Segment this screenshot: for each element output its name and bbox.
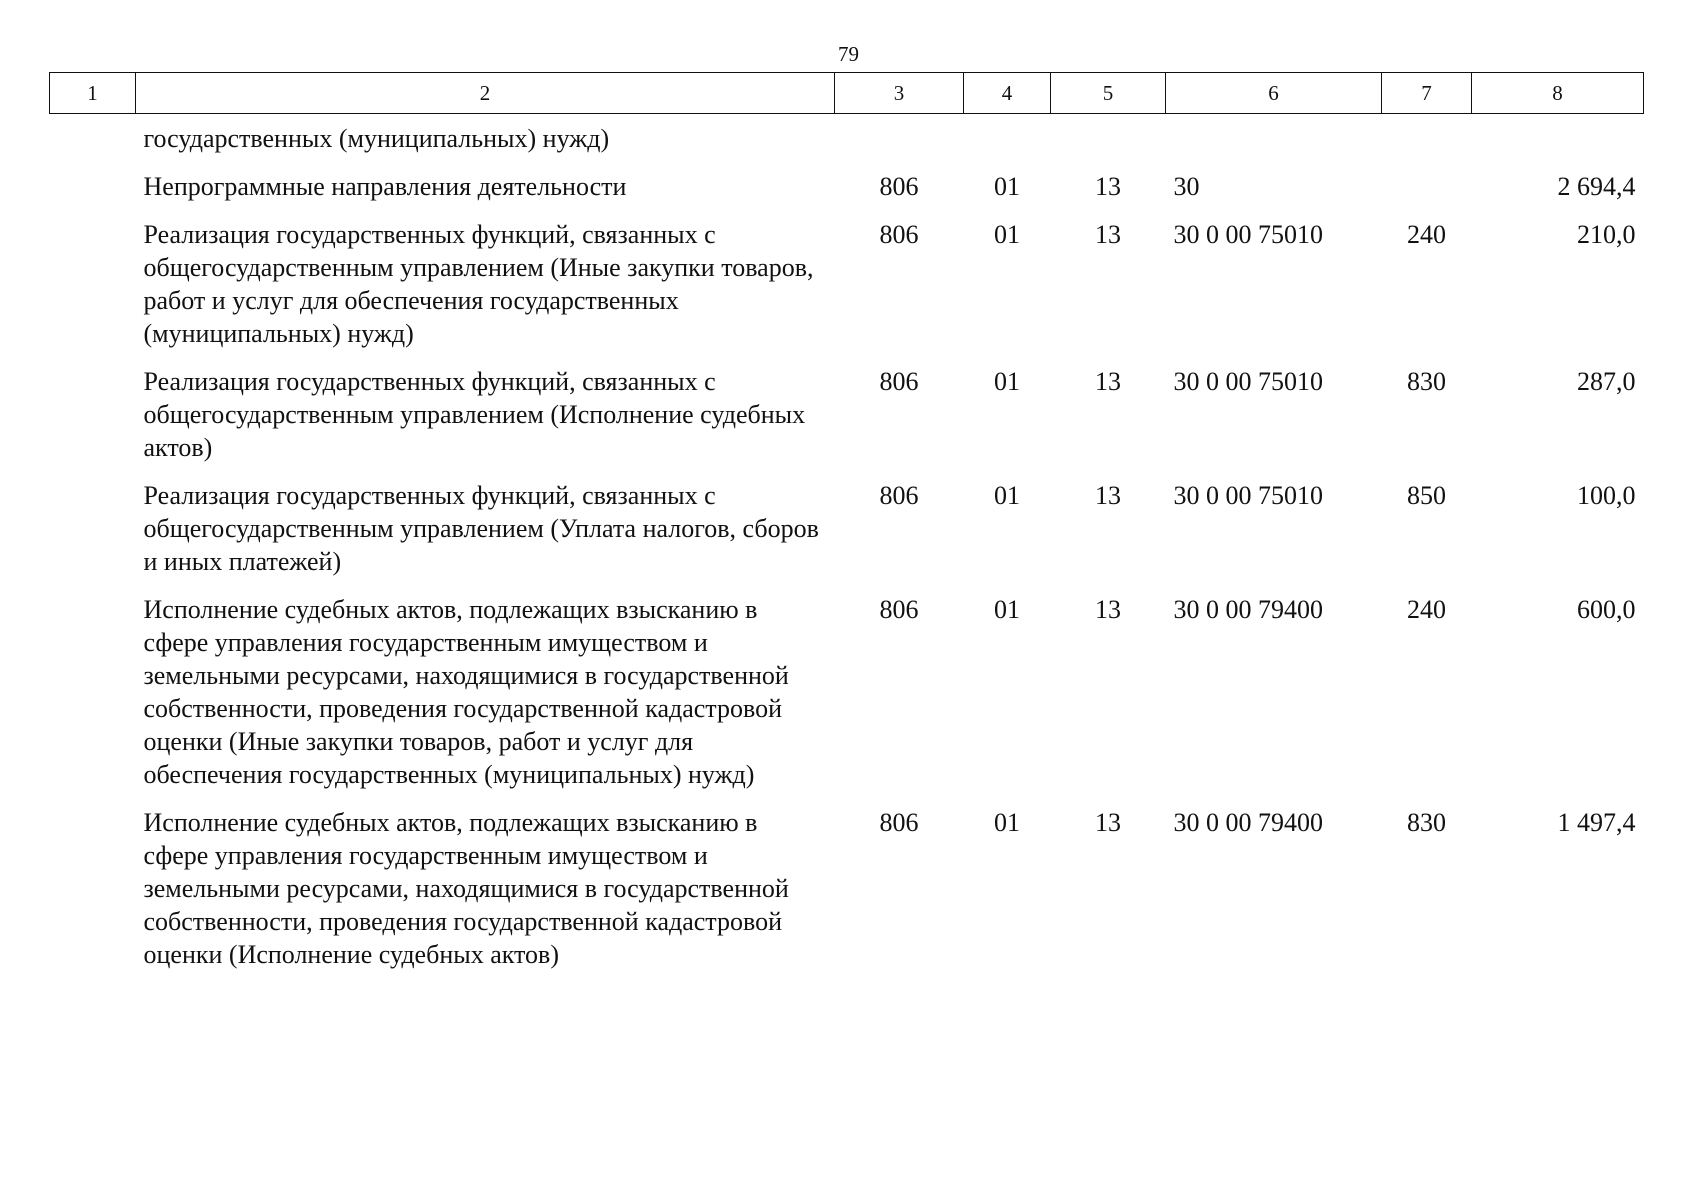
row-admin-code <box>835 114 964 171</box>
table-row <box>50 365 1644 479</box>
row-section: 01 <box>994 220 1020 249</box>
row-target-article: 30 0 00 79400 <box>1173 808 1323 837</box>
header-row <box>50 73 1644 114</box>
row-target-article: 30 0 00 75010 <box>1173 220 1323 249</box>
row-admin-code: 806 <box>879 220 919 249</box>
table-row <box>50 114 1644 171</box>
row-description: Реализация государственных функций, связанных с общегосударственным управлением (Исполнение судебных актов) <box>143 367 806 462</box>
row-description: Непрограммные направления деятельности <box>143 172 627 201</box>
row-target-article: 30 0 00 75010 <box>1173 367 1323 396</box>
header-col-6: 6 <box>1166 73 1382 114</box>
header-col-8: 8 <box>1472 73 1644 114</box>
row-expense-type <box>1382 170 1472 218</box>
row-expense-type: 240 <box>1407 595 1446 624</box>
row-subsection: 13 <box>1095 367 1121 396</box>
row-subsection <box>1051 114 1166 171</box>
row-amount: 1 497,4 <box>1557 808 1636 837</box>
row-admin-code: 806 <box>879 481 919 510</box>
row-target-article <box>1166 114 1382 171</box>
row-description: государственных (муниципальных) нужд) <box>143 124 610 153</box>
table-row <box>50 806 1644 986</box>
row-amount: 210,0 <box>1577 220 1636 249</box>
row-amount: 600,0 <box>1577 595 1636 624</box>
table-row <box>50 218 1644 365</box>
row-description: Реализация государственных функций, связанных с общегосударственным управлением (Иные закупки товаров, работ и услуг для обеспечения государственных (муниципальных) нужд) <box>143 220 814 348</box>
row-amount <box>1472 114 1644 171</box>
row-target-article: 30 0 00 79400 <box>1173 595 1323 624</box>
row-target-article: 30 0 00 75010 <box>1173 481 1323 510</box>
row-amount: 287,0 <box>1577 367 1636 396</box>
header-col-3: 3 <box>835 73 964 114</box>
row-description: Реализация государственных функций, связанных с общегосударственным управлением (Уплата налогов, сборов и иных платежей) <box>143 481 819 576</box>
row-section: 01 <box>994 595 1020 624</box>
row-section: 01 <box>994 808 1020 837</box>
row-amount: 2 694,4 <box>1557 172 1636 201</box>
row-section: 01 <box>994 172 1020 201</box>
budget-table <box>49 72 1644 986</box>
row-description: Исполнение судебных актов, подлежащих взысканию в сфере управления государственным имуществом и земельными ресурсами, находящимися в государственной собственности, проведения государственной кадастровой оценки (Исполнение судебных актов) <box>143 808 789 969</box>
row-description: Исполнение судебных актов, подлежащих взысканию в сфере управления государственным имуществом и земельными ресурсами, находящимися в государственной собственности, проведения государственной кадастровой оценки (Иные закупки товаров, работ и услуг для обеспечения государственных (муниципальных) нужд) <box>143 595 789 789</box>
row-admin-code: 806 <box>879 367 919 396</box>
row-target-article: 30 <box>1173 172 1200 201</box>
header-col-2: 2 <box>136 73 835 114</box>
row-section: 01 <box>994 481 1020 510</box>
table-header <box>50 73 1644 114</box>
row-subsection: 13 <box>1095 220 1121 249</box>
table-body <box>50 114 1644 987</box>
row-subsection: 13 <box>1095 595 1121 624</box>
row-section <box>964 114 1051 171</box>
row-expense-type <box>1382 114 1472 171</box>
table-row <box>50 479 1644 593</box>
row-expense-type: 240 <box>1407 220 1446 249</box>
row-subsection: 13 <box>1095 481 1121 510</box>
row-admin-code: 806 <box>879 595 919 624</box>
header-col-4: 4 <box>964 73 1051 114</box>
header-col-5: 5 <box>1051 73 1166 114</box>
header-col-1: 1 <box>50 73 136 114</box>
row-amount: 100,0 <box>1577 481 1636 510</box>
row-expense-type: 830 <box>1407 367 1446 396</box>
row-subsection: 13 <box>1095 172 1121 201</box>
row-expense-type: 830 <box>1407 808 1446 837</box>
table-row <box>50 593 1644 806</box>
row-admin-code: 806 <box>879 808 919 837</box>
row-section: 01 <box>994 367 1020 396</box>
table-row <box>50 170 1644 218</box>
row-expense-type: 850 <box>1407 481 1446 510</box>
header-col-7: 7 <box>1382 73 1472 114</box>
page-number: 79 <box>838 42 859 66</box>
row-admin-code: 806 <box>879 172 919 201</box>
row-subsection: 13 <box>1095 808 1121 837</box>
